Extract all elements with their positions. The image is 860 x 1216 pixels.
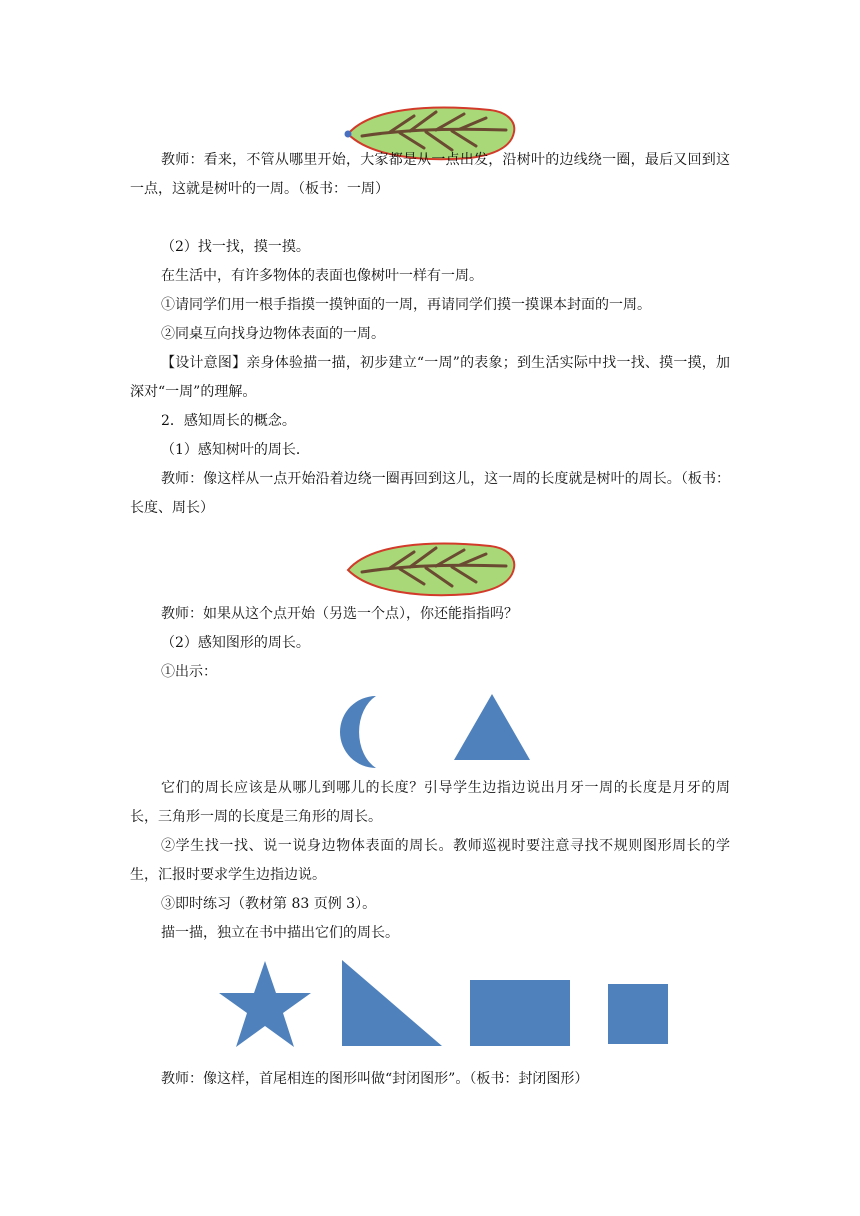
rectangle-shape — [468, 978, 572, 1048]
paragraph-8: （1）感知树叶的周长． — [161, 442, 310, 458]
paragraph-16: 描一描，独立在书中描出它们的周长。 — [161, 925, 399, 941]
paragraph-14: ②学生找一找、说一说身边物体表面的周长。教师巡视时要注意寻找不规则图形周长的学生，汇报时要求学生边指边说。 — [130, 838, 730, 883]
paragraph-12: ①出示： — [161, 664, 217, 680]
paragraph-1: 教师：看来，不管从哪里开始，大家都是从一点出发，沿树叶的边线绕一圈，最后又回到这一点，这就是树叶的一周。（板书：一周） — [130, 152, 730, 197]
star-shape — [218, 960, 312, 1048]
paragraph-9: 教师：像这样从一点开始沿着边绕一圈再回到这儿，这一周的长度就是树叶的周长。（板书：长度、周长） — [130, 471, 730, 516]
paragraph-5: ②同桌互向找身边物体表面的一周。 — [161, 326, 385, 342]
paragraph-15: ③即时练习（教材第 83 页例 3）。 — [161, 896, 377, 912]
design-intent-paragraph: 【设计意图】亲身体验描一描，初步建立“一周”的表象；到生活实际中找一找、摸一摸，加深对“一周”的理解。 — [130, 355, 730, 400]
right-triangle-shape — [340, 958, 444, 1048]
section-heading-2: 2．感知周长的概念。 — [161, 413, 296, 429]
paragraph-13: 它们的周长应该是从哪儿到哪儿的长度？引导学生边指边说出月牙一周的长度是月牙的周长，三角形一周的长度是三角形的周长。 — [130, 780, 730, 825]
paragraph-2: （2）找一找，摸一摸。 — [161, 239, 310, 255]
paragraph-4: ①请同学们用一根手指摸一摸钟面的一周，再请同学们摸一摸课本封面的一周。 — [161, 297, 651, 313]
paragraph-11: （2）感知图形的周长。 — [161, 635, 310, 651]
paragraph-3: 在生活中，有许多物体的表面也像树叶一样有一周。 — [161, 268, 483, 284]
triangle-shape — [452, 692, 532, 762]
paragraph-10: 教师：如果从这个点开始（另选一个点），你还能指指吗？ — [161, 606, 518, 622]
start-dot-icon — [345, 131, 352, 138]
leaf-illustration-2 — [340, 536, 520, 600]
crescent-moon-shape — [330, 694, 380, 770]
square-shape — [606, 982, 670, 1046]
paragraph-17: 教师：像这样，首尾相连的图形叫做“封闭图形”。（板书：封闭图形） — [161, 1071, 589, 1087]
